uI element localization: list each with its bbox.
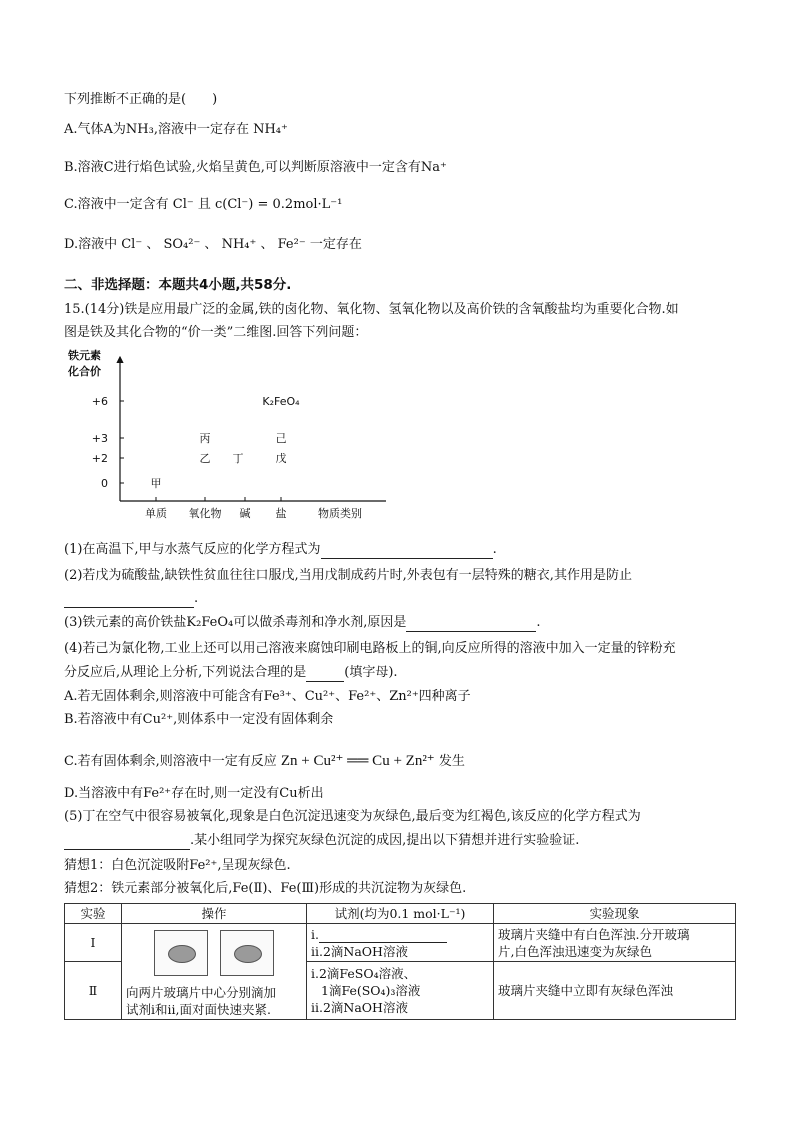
q15-intro-1: 15.(14分)铁是应用最广泛的金属,铁的卤化物、氧化物、氢氧化物以及高价铁的含氧酸盐均为重要化合物.如 — [64, 302, 679, 317]
reagent-line: ii.2滴NaOH溶液 — [311, 943, 408, 959]
q15-p5-text: .某小组同学为探究灰绿色沉淀的成因,提出以下猜想并进行实验验证. — [190, 833, 580, 848]
x-tick-label: 盐 — [275, 507, 287, 520]
data-point-label: K₂FeO₄ — [262, 395, 300, 408]
y-tick-label: 0 — [101, 477, 108, 490]
q15-p3-text: (3)铁元素的高价铁盐K₂FeO₄可以做杀毒剂和净水剂,原因是 — [64, 615, 407, 630]
operation-cell — [122, 924, 307, 1020]
q15-p5-line1: (5)丁在空气中很容易被氧化,现象是白色沉淀迅速变为灰绿色,最后变为红褐色,该反应的化学方程式为 — [64, 809, 641, 824]
row-id: Ⅱ — [65, 962, 122, 1020]
y-axis-label-1: 铁元素 — [68, 349, 101, 362]
x-tick-label: 碱 — [239, 507, 251, 520]
q14-option-d: D.溶液中 Cl⁻ 、 SO₄²⁻ 、 NH₄⁺ 、 Fe²⁻ 一定存在 — [64, 237, 362, 252]
answer-blank-6[interactable] — [319, 929, 447, 943]
header-operation: 操作 — [122, 904, 307, 924]
q15-p4c-pre: C.若有固体剩余,则溶液中一定有反应 — [64, 754, 277, 769]
q15-p3 — [64, 614, 540, 632]
reagent-cell — [307, 924, 494, 962]
q15-p4-option-a: A.若无固体剩余,则溶液中可能含有Fe³⁺、Cu²⁺、Fe²⁺、Zn²⁺四种离子 — [64, 689, 471, 704]
answer-blank-1[interactable] — [321, 545, 493, 559]
operation-caption-1: 向两片玻璃片中心分别滴加 — [126, 985, 277, 1000]
guess-1: 猜想1：白色沉淀吸附Fe²⁺,呈现灰绿色. — [64, 858, 291, 873]
table-row — [65, 924, 736, 962]
data-point-label: 丙 — [199, 432, 211, 445]
reagent-cell: i.2滴FeSO₄溶液、 1滴Fe(SO₄)₃溶液 ii.2滴NaOH溶液 — [307, 962, 494, 1020]
q15-p3-end: . — [536, 615, 541, 630]
glass-slide-icon — [220, 930, 274, 976]
q15-p2-end: . — [194, 591, 199, 606]
reagent-line: i. — [311, 926, 489, 943]
data-point-label: 戊 — [275, 452, 287, 465]
x-tick-label: 单质 — [145, 507, 167, 520]
result-cell: 玻璃片夹缝中有白色浑浊.分开玻璃 片,白色浑浊迅速变为灰绿色 — [494, 924, 736, 962]
glass-slides — [126, 930, 302, 980]
q14-option-b: B.溶液C进行焰色试验,火焰呈黄色,可以判断原溶液中一定含有Na⁺ — [64, 160, 447, 175]
q15-p4-end: (填字母). — [344, 665, 398, 680]
q15-p4-option-c — [64, 752, 465, 771]
q15-p4c-post: 发生 — [438, 754, 465, 769]
q15-p4-option-d: D.当溶液中有Fe²⁺存在时,则一定没有Cu析出 — [64, 786, 324, 801]
x-tick-label: 氧化物 — [188, 507, 222, 520]
guess-2: 猜想2：铁元素部分被氧化后,Fe(Ⅱ)、Fe(Ⅲ)形成的共沉淀物为灰绿色. — [64, 881, 467, 896]
answer-blank-5[interactable] — [64, 836, 190, 850]
header-reagent: 试剂(均为0.1 mol·L⁻¹) — [307, 904, 494, 924]
q14-option-c: C.溶液中一定含有 Cl⁻ 且 c(Cl⁻) = 0.2mol·L⁻¹ — [64, 197, 343, 212]
answer-blank-3[interactable] — [406, 618, 536, 632]
data-point-label: 甲 — [150, 477, 162, 490]
header-result: 实验现象 — [494, 904, 736, 924]
q15-p4-option-b: B.若溶液中有Cu²⁺,则体系中一定没有固体剩余 — [64, 712, 334, 727]
header-experiment: 实验 — [65, 904, 122, 924]
q15-p1-text: (1)在高温下,甲与水蒸气反应的化学方程式为 — [64, 542, 321, 557]
reaction-equation: Zn + Cu²⁺ ══ Cu + Zn²⁺ — [280, 753, 435, 769]
q15-p4-line2 — [64, 664, 398, 682]
result-cell: 玻璃片夹缝中立即有灰绿色浑浊 — [494, 962, 736, 1020]
answer-blank-2[interactable] — [64, 594, 194, 608]
valence-class-chart — [64, 345, 394, 525]
experiment-table — [64, 903, 736, 1020]
row-id: Ⅰ — [65, 924, 122, 962]
q15-p2-line — [64, 590, 198, 608]
q15-p1-end: . — [492, 542, 497, 557]
section-heading: 二、非选择题：本题共4小题,共58分. — [64, 277, 292, 293]
answer-blank-4[interactable] — [306, 668, 344, 682]
q15-p5-line2 — [64, 832, 579, 850]
y-axis-label-2: 化合价 — [68, 365, 101, 378]
y-tick-label: +6 — [91, 395, 108, 408]
x-axis-label: 物质类别 — [318, 507, 362, 520]
y-tick-label: +3 — [91, 432, 108, 445]
q15-p4-line1: (4)若己为氯化物,工业上还可以用己溶液来腐蚀印刷电路板上的铜,向反应所得的溶液中加入一定量的锌粉充 — [64, 641, 676, 656]
data-point-label: 己 — [275, 432, 287, 445]
q15-intro-2: 图是铁及其化合物的“价一类”二维图.回答下列问题： — [64, 325, 368, 340]
y-tick-label: +2 — [91, 452, 108, 465]
q14-option-a: A.气体A为NH₃,溶液中一定存在 NH₄⁺ — [64, 122, 288, 137]
data-point-label: 乙 — [199, 452, 211, 465]
operation-caption-2: 试剂i和ii,面对面快速夹紧. — [126, 1002, 271, 1017]
q15-p4-text: 分反应后,从理论上分析,下列说法合理的是 — [64, 665, 307, 680]
glass-slide-icon — [154, 930, 208, 976]
table-header-row — [65, 904, 736, 924]
q15-p2: (2)若戊为硫酸盐,缺铁性贫血往往口服戊,当用戊制成药片时,外表包有一层特殊的糖衣,其作用是防止 — [64, 568, 632, 583]
q14-stem: 下列推断不正确的是( ) — [64, 92, 218, 107]
q15-p1 — [64, 541, 497, 559]
data-point-label: 丁 — [232, 452, 244, 465]
